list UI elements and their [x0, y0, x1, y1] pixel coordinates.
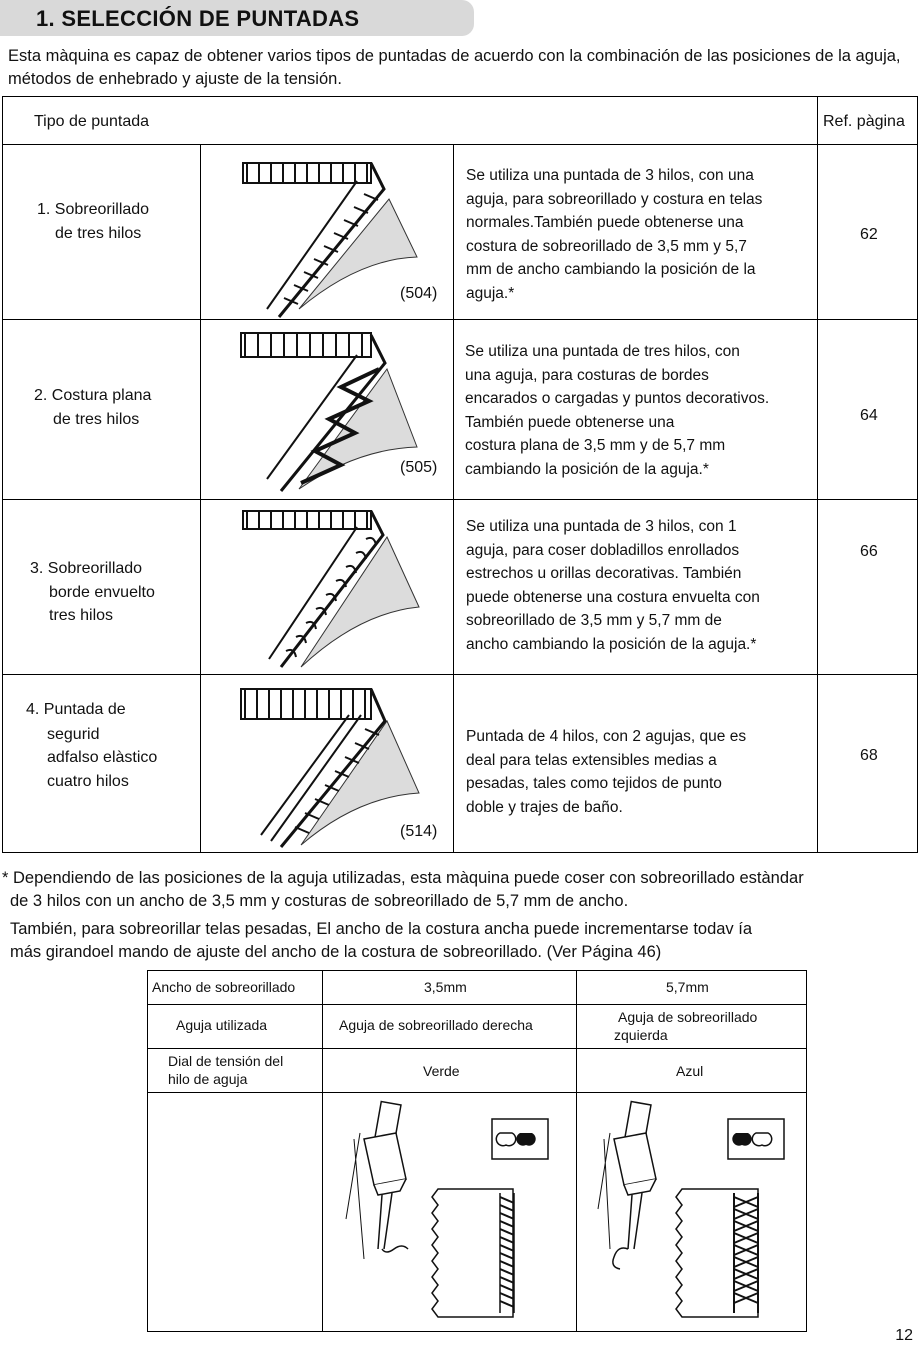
stitch-code: (505)	[400, 459, 438, 476]
width-57: 5,7mm	[666, 979, 709, 995]
stitch-description: Puntada de 4 hilos, con 2 agujas, que es deal para telas extensibles medias a pesadas, tales como tejidos de punto doble y trajes de baño.	[466, 728, 747, 816]
table-divider	[200, 144, 201, 852]
stitch-name-line: de tres hilos	[55, 225, 142, 242]
section-title: 1. SELECCIÓN DE PUNTADAS	[36, 6, 360, 31]
stitch-name-line: 4. Puntada de	[26, 701, 126, 718]
width-35: 3,5mm	[424, 979, 467, 995]
table-divider	[576, 971, 577, 1331]
needle-right-illustration	[338, 1099, 568, 1329]
stitch-description: Se utiliza una puntada de tres hilos, con una aguja, para costuras de bordes encarados o cargadas y puntos decorativos. También puede obtenerse una costura plana de 3,5 mm y de 5,7 mm cambiando la posición de la aguja.*	[465, 343, 770, 478]
safety-stitch-illustration	[237, 685, 417, 850]
table-divider	[3, 674, 917, 675]
header-stitch-type: Tipo de puntada	[34, 113, 150, 130]
footnote-line: * Dependiendo de las posiciones de la aguja utilizadas, esta màquina puede coser con sobreorillado estàndar	[2, 869, 804, 887]
needle-left-line: Aguja de sobreorillado	[618, 1009, 758, 1025]
page-ref: 68	[860, 747, 878, 764]
header-page-ref: Ref. pàgina	[823, 113, 905, 130]
page-ref: 62	[860, 226, 878, 243]
row-header-dial-line: hilo de aguja	[168, 1071, 248, 1087]
table-divider	[453, 144, 454, 852]
table-divider	[3, 499, 917, 500]
table-divider	[148, 1092, 806, 1093]
stitch-name-line: segurid	[47, 726, 100, 743]
needle-left-line: zquierda	[614, 1027, 668, 1043]
overlock-width-table	[147, 970, 807, 1332]
table-divider	[148, 1004, 806, 1005]
needle-left-illustration	[588, 1099, 808, 1329]
stitch-name-line: de tres hilos	[53, 411, 140, 428]
stitch-code: (514)	[400, 823, 438, 840]
stitch-name-line: 1. Sobreorillado	[37, 201, 150, 218]
row-header-needle: Aguja utilizada	[176, 1017, 268, 1033]
footnote-line: También, para sobreorillar telas pesadas, El ancho de la costura ancha puede incrementarse todav ía	[10, 920, 753, 938]
rolled-edge-stitch-illustration	[239, 507, 419, 669]
table-divider	[3, 319, 917, 320]
table-divider	[148, 1048, 806, 1049]
stitch-name-line: tres hilos	[49, 607, 114, 624]
dial-green: Verde	[423, 1063, 460, 1079]
table-divider	[3, 144, 917, 145]
stitch-description: Se utiliza una puntada de 3 hilos, con una aguja, para sobreorillado y costura en telas normales.También puede obtenerse una costura de sobreorillado de 3,5 mm y 5,7 mm de ancho cambiando la posición de la aguja.*	[466, 167, 763, 302]
dial-blue: Azul	[676, 1063, 704, 1079]
intro-paragraph: Esta màquina es capaz de obtener varios tipos de puntadas de acuerdo con la combinación de las posiciones de la aguja, métodos de enhebrado y ajuste de la tensión.	[8, 47, 901, 88]
stitch-name-line: 2. Costura plana	[34, 387, 152, 404]
row-header-width: Ancho de sobreorillado	[152, 979, 296, 995]
footnote-line: más girandoel mando de ajuste del ancho de la costura de sobreorillado. (Ver Página 46)	[10, 943, 662, 961]
stitch-name-line: cuatro hilos	[47, 773, 129, 790]
flatlock-stitch-illustration	[237, 329, 417, 494]
page-number: 12	[895, 1327, 913, 1344]
footnote-line: de 3 hilos con un ancho de 3,5 mm y costuras de sobreorillado de 5,7 mm de ancho.	[10, 892, 629, 910]
stitch-description: Se utiliza una puntada de 3 hilos, con 1 aguja, para coser dobladillos enrollados estrechos u orillas decorativas. También puede obtenerse una costura envuelta con sobreorillado de 3,5 mm y 5,7 mm de ancho cambiando la posición de la aguja.*	[466, 518, 760, 653]
row-header-dial-line: Dial de tensión del	[168, 1053, 284, 1069]
stitch-name-line: adfalso elàstico	[47, 749, 158, 766]
page-ref: 64	[860, 407, 878, 424]
stitch-name-line: borde envuelto	[49, 584, 155, 601]
stitch-code: (504)	[400, 285, 438, 302]
page-ref: 66	[860, 543, 878, 560]
overlock-stitch-illustration	[239, 159, 419, 319]
stitch-name-line: 3. Sobreorillado	[30, 560, 143, 577]
table-divider	[322, 971, 323, 1331]
stitch-selection-table	[2, 96, 918, 853]
needle-right: Aguja de sobreorillado derecha	[339, 1017, 533, 1033]
